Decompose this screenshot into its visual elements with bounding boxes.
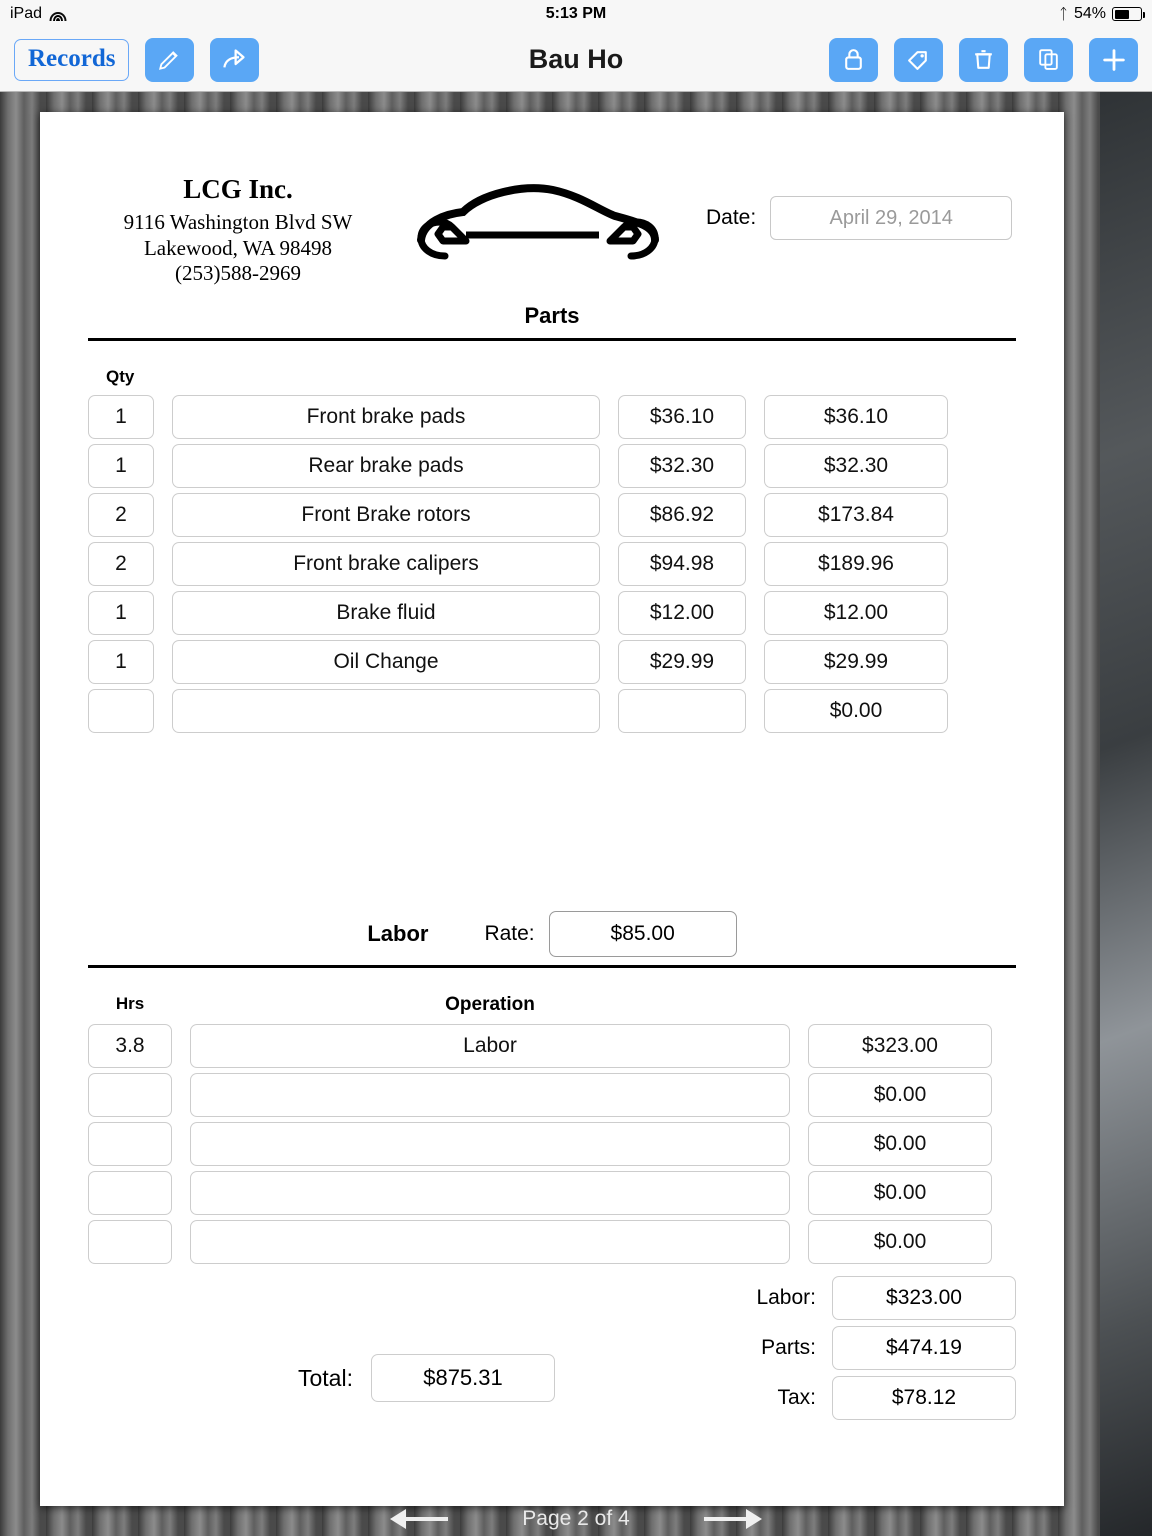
parts-price-cell[interactable]: $29.99 [618, 640, 746, 684]
date-label: Date: [706, 206, 757, 229]
share-button[interactable] [210, 38, 259, 82]
edit-button[interactable] [145, 38, 194, 82]
table-row [88, 493, 1016, 537]
plus-icon [1100, 46, 1128, 74]
parts-section-title: Parts [524, 303, 580, 328]
labor-table [88, 1024, 1016, 1264]
parts-price-cell[interactable]: $12.00 [618, 591, 746, 635]
company-name: LCG Inc. [183, 174, 293, 204]
parts-price-cell[interactable]: $32.30 [618, 444, 746, 488]
status-bar [0, 0, 1152, 28]
parts-divider [88, 338, 1016, 341]
table-row [88, 1171, 1016, 1215]
records-button[interactable]: Records [14, 39, 129, 81]
company-address-2: Lakewood, WA 98498 [143, 235, 332, 260]
tax-value[interactable]: $78.12 [832, 1376, 1016, 1420]
app-toolbar [0, 28, 1152, 92]
parts-total-cell[interactable]: $32.30 [764, 444, 948, 488]
labor-hrs-cell[interactable]: 3.8 [88, 1024, 172, 1068]
tag-button[interactable] [894, 38, 943, 82]
labor-total-row [88, 1276, 1016, 1320]
labor-total-value[interactable]: $323.00 [832, 1276, 1016, 1320]
labor-hrs-cell[interactable] [88, 1073, 172, 1117]
grand-total-row [298, 1354, 555, 1402]
parts-desc-cell[interactable]: Front brake calipers [172, 542, 600, 586]
labor-hrs-cell[interactable] [88, 1171, 172, 1215]
labor-hrs-cell[interactable] [88, 1122, 172, 1166]
status-time: 5:13 PM [545, 5, 607, 22]
pencil-icon [157, 47, 183, 73]
wifi-icon [49, 8, 66, 21]
labor-amount-cell[interactable]: $0.00 [808, 1122, 992, 1166]
share-arrow-icon [221, 46, 248, 73]
table-row [88, 1073, 1016, 1117]
labor-operation-cell[interactable] [190, 1171, 790, 1215]
table-row [88, 542, 1016, 586]
labor-hrs-cell[interactable] [88, 1220, 172, 1264]
parts-price-cell[interactable] [618, 689, 746, 733]
bluetooth-icon: ᛏ [1058, 5, 1068, 23]
labor-section-header [88, 911, 1016, 957]
add-button[interactable] [1089, 38, 1138, 82]
document-page[interactable] [40, 112, 1064, 1506]
parts-price-cell[interactable]: $36.10 [618, 395, 746, 439]
car-wrench-logo [403, 178, 673, 293]
parts-price-cell[interactable]: $86.92 [618, 493, 746, 537]
operation-column-header: Operation [445, 994, 535, 1015]
labor-operation-cell[interactable] [190, 1122, 790, 1166]
parts-desc-cell[interactable] [172, 689, 600, 733]
table-row [88, 689, 1016, 733]
parts-total-cell[interactable]: $0.00 [764, 689, 948, 733]
status-device-label: iPad [10, 5, 43, 22]
company-block [88, 174, 388, 287]
parts-qty-cell[interactable]: 1 [88, 444, 154, 488]
parts-total-cell[interactable]: $189.96 [764, 542, 948, 586]
labor-amount-cell[interactable]: $0.00 [808, 1171, 992, 1215]
labor-column-headers [88, 994, 1016, 1016]
hrs-column-header: Hrs [115, 994, 145, 1013]
delete-button[interactable] [959, 38, 1008, 82]
page-navigation [0, 1502, 1152, 1536]
parts-total-cell[interactable]: $173.84 [764, 493, 948, 537]
labor-operation-cell[interactable]: Labor [190, 1024, 790, 1068]
labor-operation-cell[interactable] [190, 1073, 790, 1117]
labor-total-label: Labor: [756, 1286, 816, 1309]
labor-amount-cell[interactable]: $323.00 [808, 1024, 992, 1068]
parts-total-cell[interactable]: $36.10 [764, 395, 948, 439]
parts-qty-cell[interactable]: 1 [88, 395, 154, 439]
document-header [88, 112, 1016, 293]
duplicate-button[interactable] [1024, 38, 1073, 82]
tag-icon [906, 47, 931, 72]
parts-total-cell[interactable]: $29.99 [764, 640, 948, 684]
company-phone: (253)588-2969 [175, 261, 301, 286]
parts-desc-cell[interactable]: Front Brake rotors [172, 493, 600, 537]
table-row [88, 444, 1016, 488]
parts-total-cell[interactable]: $12.00 [764, 591, 948, 635]
date-field-group [706, 196, 1012, 240]
company-address-1: 9116 Washington Blvd SW [123, 210, 353, 234]
parts-desc-cell[interactable]: Oil Change [172, 640, 600, 684]
table-row [88, 591, 1016, 635]
date-input[interactable]: April 29, 2014 [770, 196, 1012, 240]
duplicate-document-icon [1036, 47, 1061, 72]
grand-total-value[interactable]: $875.31 [371, 1354, 555, 1402]
parts-table [88, 395, 1016, 733]
next-page-button[interactable] [704, 1509, 762, 1529]
lock-icon [841, 47, 866, 72]
labor-divider [88, 965, 1016, 968]
rate-label: Rate: [484, 922, 535, 945]
labor-section-title: Labor [367, 921, 429, 946]
page-indicator: Page 2 of 4 [522, 1507, 630, 1530]
labor-amount-cell[interactable]: $0.00 [808, 1220, 992, 1264]
labor-operation-cell[interactable] [190, 1220, 790, 1264]
table-row [88, 1122, 1016, 1166]
parts-qty-cell[interactable] [88, 689, 154, 733]
table-row [88, 1024, 1016, 1068]
table-row [88, 395, 1016, 439]
labor-amount-cell[interactable]: $0.00 [808, 1073, 992, 1117]
parts-desc-cell[interactable]: Rear brake pads [172, 444, 600, 488]
table-row [88, 640, 1016, 684]
parts-total-value[interactable]: $474.19 [832, 1326, 1016, 1370]
battery-percent-label: 54% [1073, 5, 1106, 22]
parts-total-label: Parts: [761, 1336, 816, 1359]
battery-icon [1112, 7, 1142, 21]
trash-icon [971, 47, 996, 72]
parts-qty-cell[interactable]: 1 [88, 640, 154, 684]
parts-qty-cell[interactable]: 2 [88, 493, 154, 537]
rate-input[interactable]: $85.00 [549, 911, 737, 957]
parts-qty-cell[interactable]: 1 [88, 591, 154, 635]
tax-label: Tax: [777, 1386, 816, 1409]
qty-column-header: Qty [106, 367, 135, 386]
parts-price-cell[interactable]: $94.98 [618, 542, 746, 586]
parts-desc-cell[interactable]: Front brake pads [172, 395, 600, 439]
grand-total-label: Total: [298, 1364, 353, 1391]
prev-page-button[interactable] [390, 1509, 448, 1529]
parts-qty-cell[interactable]: 2 [88, 542, 154, 586]
page-title: Bau Ho [528, 44, 624, 74]
lock-button[interactable] [829, 38, 878, 82]
logo [388, 178, 688, 293]
background-photo [1100, 92, 1152, 1536]
table-row [88, 1220, 1016, 1264]
parts-desc-cell[interactable]: Brake fluid [172, 591, 600, 635]
